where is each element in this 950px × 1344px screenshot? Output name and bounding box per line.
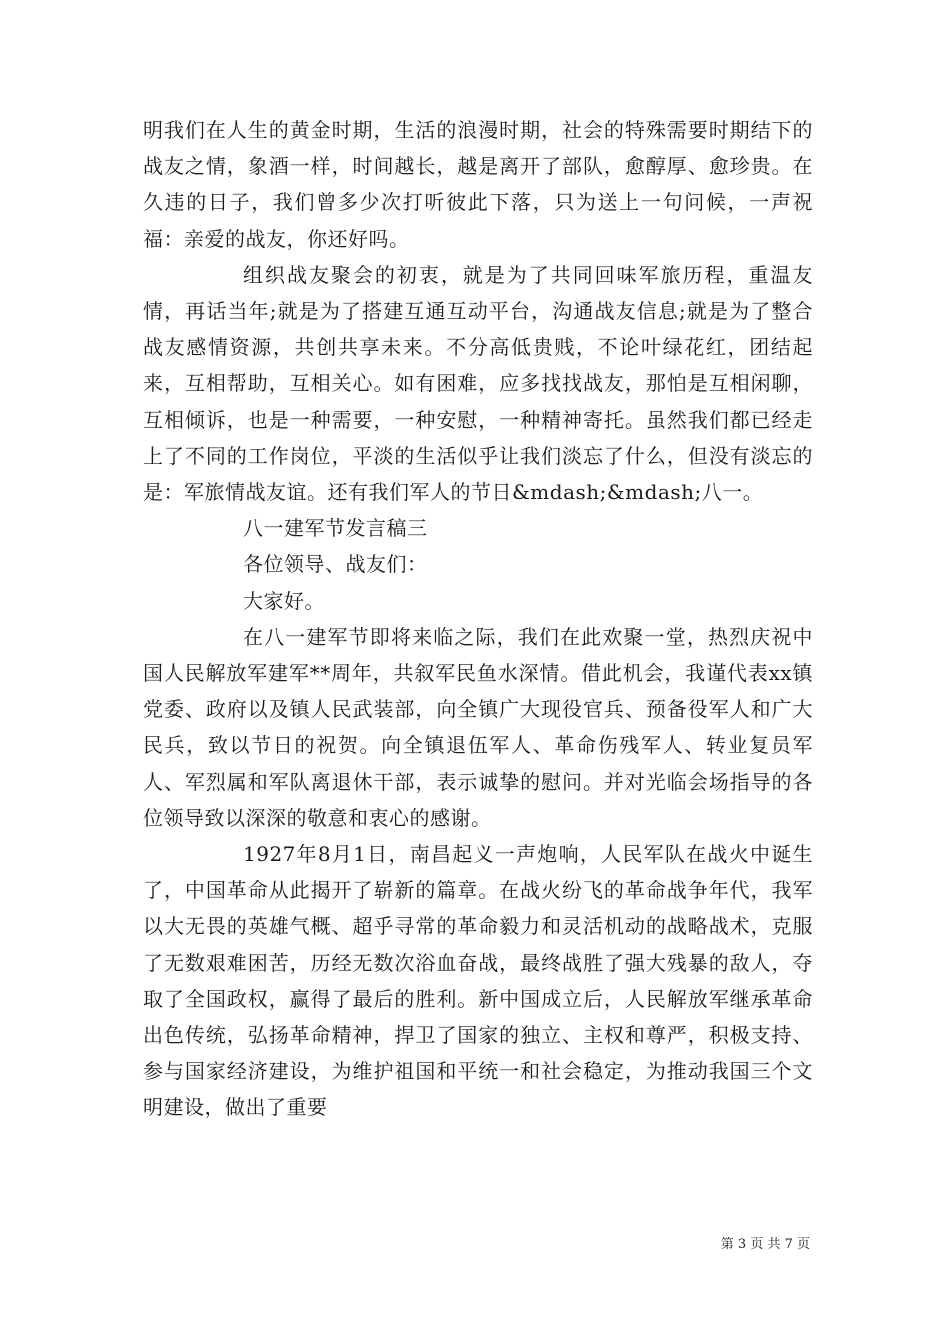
document-body — [143, 112, 813, 1126]
page-number: 第 3 页 共 7 页 — [720, 1237, 810, 1252]
section-heading: 八一建军节发言稿三 — [243, 516, 428, 541]
paragraph-3: 在八一建军节即将来临之际，我们在此欢聚一堂，热烈庆祝中国人民解放军建军**周年，共叙军民鱼水深情。借此机会，我谨代表xx镇党委、政府以及镇人民武装部，向全镇广大现役官兵、预备役军人和广大民兵，致以节日的祝贺。向全镇退伍军人、革命伤残军人、转业复员军人、军烈属和军队离退休干部，表示诚挚的慰问。并对光临会场指导的各位领导致以深深的敬意和衷心的感谢。 — [143, 624, 813, 830]
paragraph-1: 明我们在人生的黄金时期，生活的浪漫时期，社会的特殊需要时期结下的战友之情，象酒一样，时间越长，越是离开了部队，愈醇厚、愈珍贵。在久违的日子，我们曾多少次打听彼此下落，只为送上一句问候，一声祝福：亲爱的战友，你还好吗。 — [143, 118, 813, 251]
paragraph-4: 1927年8月1日，南昌起义一声炮响，人民军队在战火中诞生了，中国革命从此揭开了崭新的篇章。在战火纷飞的革命战争年代，我军以大无畏的英雄气概、超乎寻常的革命毅力和灵活机动的战略战术，克服了无数艰难困苦，历经无数次浴血奋战，最终战胜了强大残暴的敌人，夺取了全国政权，赢得了最后的胜利。新中国成立后，人民解放军继承革命出色传统，弘扬革命精神，捍卫了国家的独立、主权和尊严，积极支持、参与国家经济建设，为维护祖国和平统一和社会稳定，为推动我国三个文明建设，做出了重要 — [143, 842, 813, 1120]
greeting: 大家好。 — [243, 588, 325, 613]
salutation: 各位领导、战友们： — [243, 552, 428, 577]
paragraph-2: 组织战友聚会的初衷，就是为了共同回味军旅历程，重温友情，再话当年;就是为了搭建互通互动平台，沟通战友信息;就是为了整合战友感情资源，共创共享未来。不分高低贵贱，不论叶绿花红，团结起来，互相帮助，互相关心。如有困难，应多找找战友，那怕是互相闲聊，互相倾诉，也是一种需要，一种安慰，一种精神寄托。虽然我们都已经走上了不同的工作岗位，平淡的生活似乎让我们淡忘了什么，但没有淡忘的是：军旅情战友谊。还有我们军人的节日&mdash;&mdash;八一。 — [143, 262, 813, 505]
